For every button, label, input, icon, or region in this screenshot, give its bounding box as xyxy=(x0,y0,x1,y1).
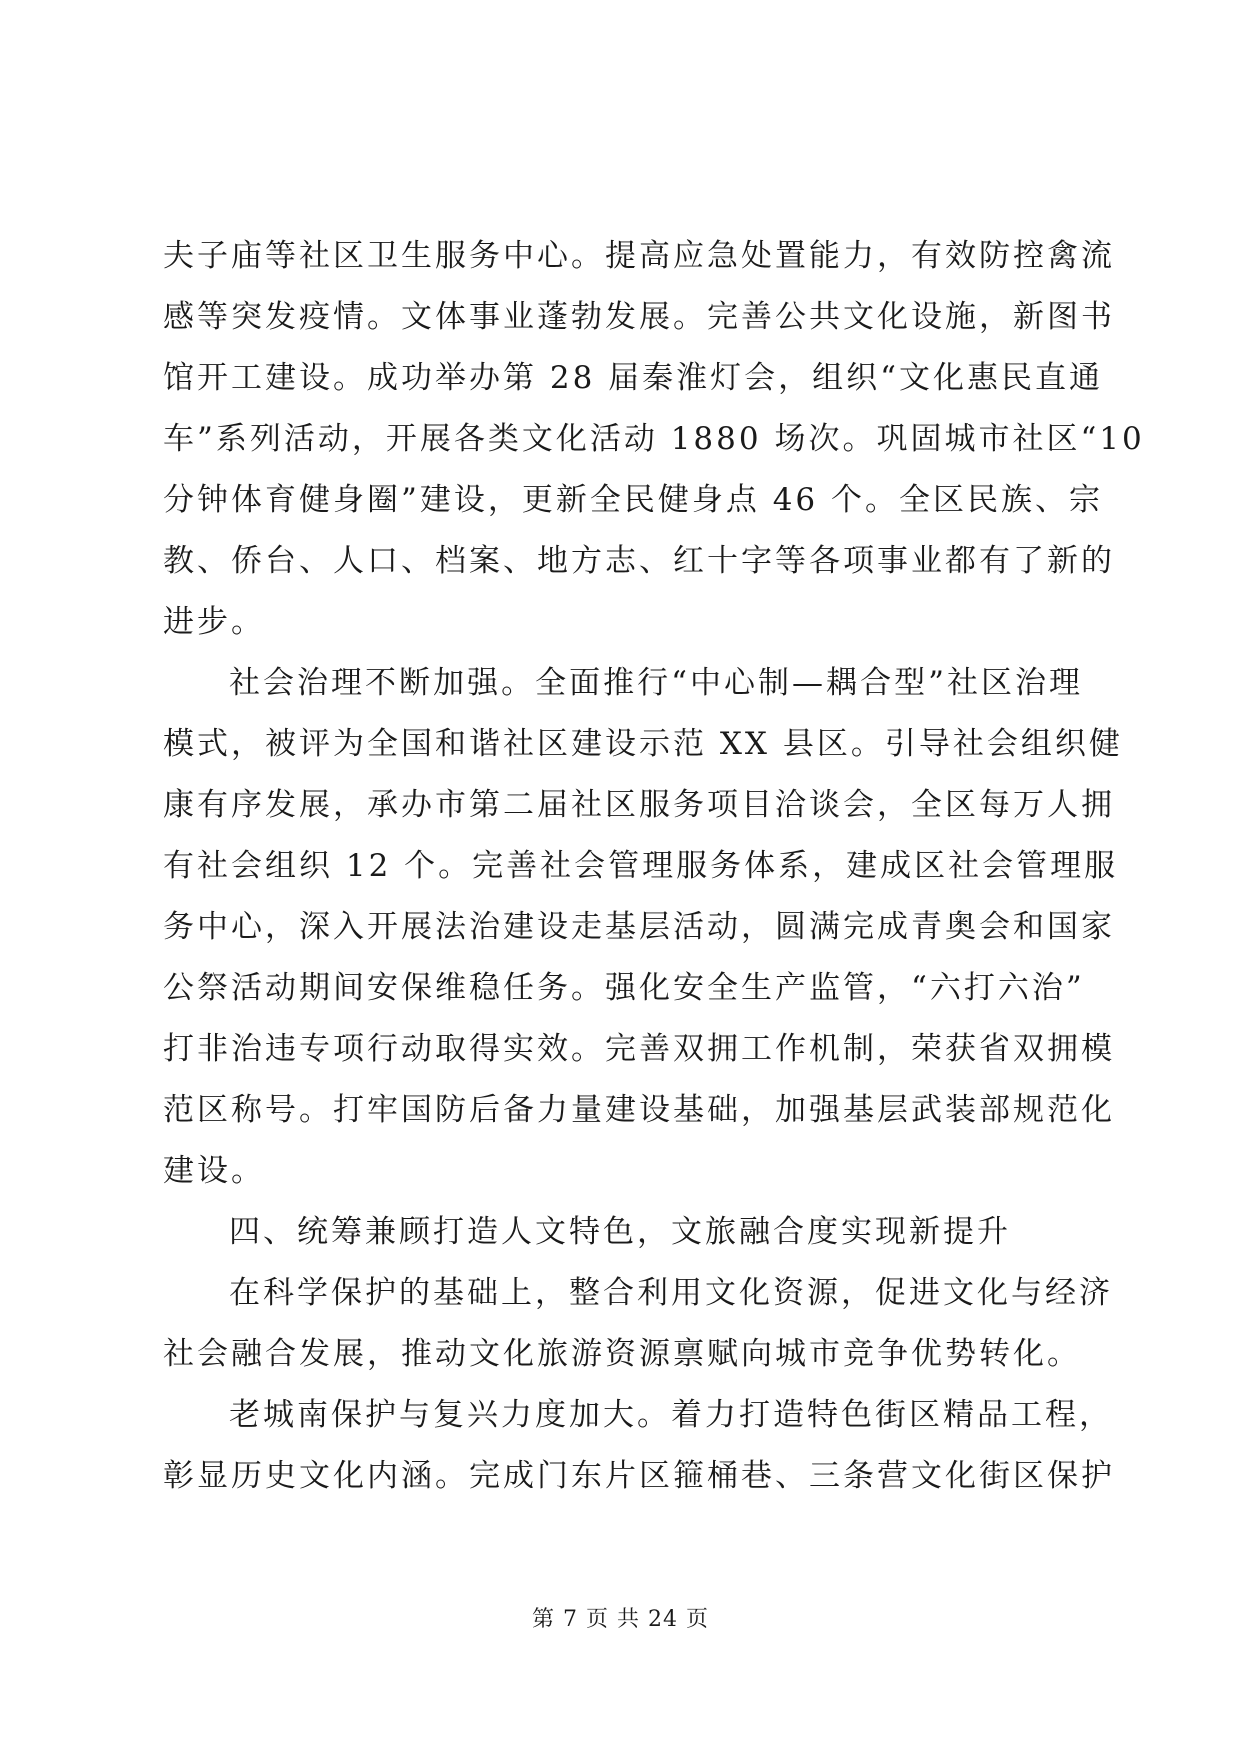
text-line: 模式，被评为全国和谐社区建设示范 XX 县区。引导社会组织健 xyxy=(163,726,1123,762)
text-line: 公祭活动期间安保维稳任务。强化安全生产监管，“六打六治” xyxy=(163,970,1085,1006)
text-line: 有社会组织 12 个。完善社会管理服务体系，建成区社会管理服 xyxy=(163,848,1119,884)
text-line: 打非治违专项行动取得实效。完善双拥工作机制，荣获省双拥模 xyxy=(163,1031,1115,1067)
paragraph xyxy=(163,226,1145,653)
text-line: 在科学保护的基础上，整合利用文化资源，促进文化与经济 xyxy=(229,1275,1113,1311)
text-line: 社会融合发展，推动文化旅游资源禀赋向城市竞争优势转化。 xyxy=(163,1336,1081,1372)
section-heading xyxy=(163,1202,1083,1263)
text-line: 教、侨台、人口、档案、地方志、红十字等各项事业都有了新的 xyxy=(163,543,1115,579)
text-line: 范区称号。打牢国防后备力量建设基础，加强基层武装部规范化 xyxy=(163,1092,1115,1128)
text-line: 馆开工建设。成功举办第 28 届秦淮灯会，组织“文化惠民直通 xyxy=(163,360,1103,396)
text-line: 老城南保护与复兴力度加大。着力打造特色街区精品工程， xyxy=(229,1397,1113,1433)
text-line: 夫子庙等社区卫生服务中心。提高应急处置能力，有效防控禽流 xyxy=(163,238,1115,274)
text-line: 进步。 xyxy=(163,604,265,640)
text-line: 社会治理不断加强。全面推行“中心制—耦合型”社区治理 xyxy=(229,665,1083,701)
text-line: 四、统筹兼顾打造人文特色，文旅融合度实现新提升 xyxy=(229,1214,1011,1250)
text-line: 感等突发疫情。文体事业蓬勃发展。完善公共文化设施，新图书 xyxy=(163,299,1115,335)
text-line: 康有序发展，承办市第二届社区服务项目洽谈会，全区每万人拥 xyxy=(163,787,1115,823)
paragraph xyxy=(163,1385,1115,1507)
paragraph xyxy=(163,653,1123,1202)
text-line: 彰显历史文化内涵。完成门东片区箍桶巷、三条营文化街区保护 xyxy=(163,1458,1115,1494)
document-body xyxy=(163,226,1145,1507)
page-number-footer: 第 7 页 共 24 页 xyxy=(532,1607,709,1632)
text-line: 分钟体育健身圈”建设，更新全民健身点 46 个。全区民族、宗 xyxy=(163,482,1103,518)
text-line: 建设。 xyxy=(163,1153,265,1189)
paragraph xyxy=(163,1263,1113,1385)
text-line: 务中心，深入开展法治建设走基层活动，圆满完成青奥会和国家 xyxy=(163,909,1115,945)
text-line: 车”系列活动，开展各类文化活动 1880 场次。巩固城市社区“10 xyxy=(163,421,1145,457)
